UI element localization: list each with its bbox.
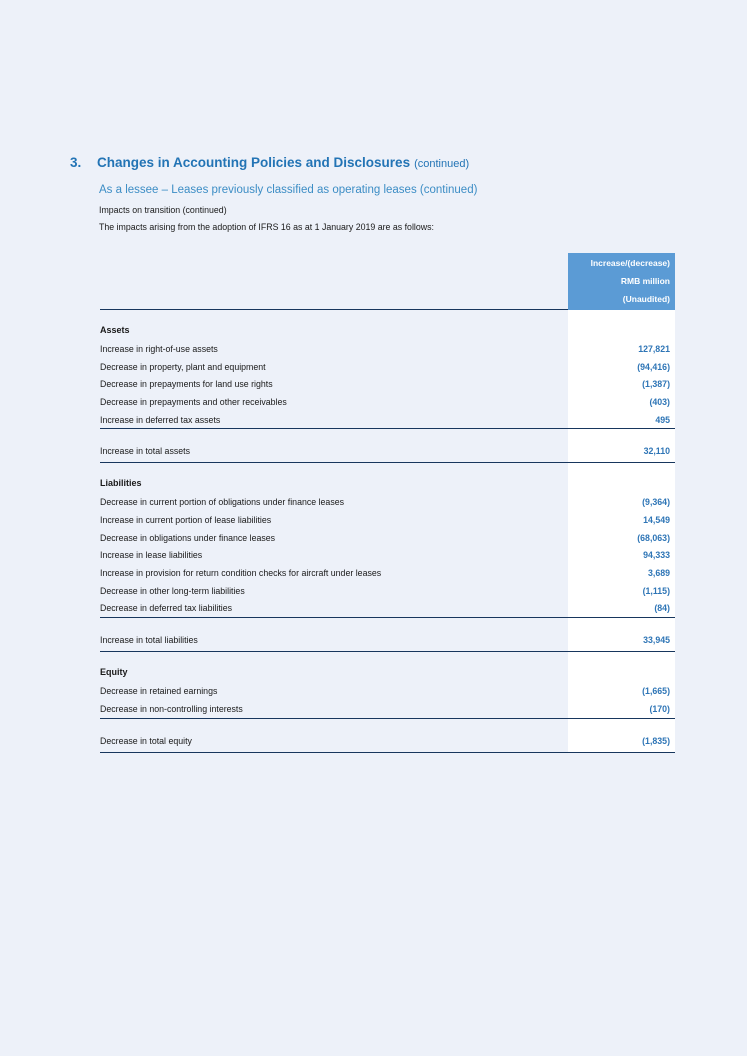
row-value: 33,945 — [643, 635, 670, 646]
section-rows — [100, 493, 675, 618]
row-value: 127,821 — [638, 343, 670, 354]
row-value: (403) — [649, 396, 670, 407]
row-label: Increase in deferred tax assets — [100, 414, 221, 425]
row-label: Decrease in deferred tax liabilities — [100, 603, 233, 614]
header-line-unaudited: (Unaudited) — [622, 293, 670, 304]
row-value: 32,110 — [643, 446, 670, 457]
section-title: Assets — [100, 325, 130, 335]
section-title: Equity — [100, 667, 128, 678]
row-label: Decrease in obligations under finance leases — [100, 532, 276, 543]
note-intro: The impacts arising from the adoption of IFRS 16 as at 1 January 2019 are as follows: — [99, 222, 434, 232]
page-title-continued: (continued) — [414, 158, 470, 170]
table-row — [100, 700, 675, 718]
section-title: Liabilities — [100, 478, 142, 489]
table-row — [100, 511, 675, 529]
row-label: Increase in lease liabilities — [100, 550, 203, 561]
section-heading — [70, 155, 469, 170]
table-row — [100, 375, 675, 393]
row-value: (1,387) — [642, 379, 670, 390]
table-section — [100, 463, 675, 652]
table-body — [100, 310, 675, 753]
table-total-row — [100, 719, 675, 753]
row-label: Decrease in prepayments for land use rights — [100, 379, 273, 390]
row-label: Increase in right-of-use assets — [100, 343, 218, 354]
table-section — [100, 652, 675, 752]
table-row — [100, 547, 675, 565]
row-label: Increase in total assets — [100, 446, 190, 457]
row-label: Decrease in other long-term liabilities — [100, 585, 245, 596]
header-line-increase-decrease: Increase/(decrease) — [590, 258, 670, 268]
subtitle: As a lessee – Leases previously classified as operating leases (continued) — [99, 184, 478, 196]
row-label: Decrease in property, plant and equipment — [100, 361, 266, 372]
page-title-text: Changes in Accounting Policies and Disclosures — [97, 155, 411, 170]
row-value: 3,689 — [647, 568, 670, 579]
row-label: Decrease in total equity — [100, 735, 192, 746]
table-total-row — [100, 618, 675, 652]
table-row — [100, 582, 675, 600]
row-label: Decrease in prepayments and other receivables — [100, 396, 287, 407]
row-label: Increase in provision for return condition checks for aircraft under leases — [100, 568, 382, 579]
table-row — [100, 529, 675, 547]
row-value: (94,416) — [637, 361, 670, 372]
header-line-rmb-million: RMB million — [620, 275, 670, 286]
row-value: (9,364) — [642, 497, 670, 508]
row-label: Increase in current portion of lease liabilities — [100, 514, 272, 525]
table-row — [100, 340, 675, 358]
table-total-row — [100, 429, 675, 463]
table-row — [100, 358, 675, 376]
table-section — [100, 310, 675, 463]
row-value: (1,115) — [642, 585, 670, 596]
row-label: Decrease in retained earnings — [100, 686, 218, 697]
section-rows — [100, 340, 675, 429]
table-row — [100, 393, 675, 411]
page-title — [97, 155, 469, 170]
impacts-table — [100, 253, 675, 753]
row-label: Decrease in current portion of obligations under finance leases — [100, 497, 345, 508]
row-value: (170) — [649, 703, 670, 714]
table-row — [100, 564, 675, 582]
table-header-row — [100, 253, 675, 310]
row-value: (68,063) — [637, 532, 670, 543]
row-value: 495 — [655, 414, 670, 425]
row-value: (1,835) — [642, 735, 670, 746]
section-rows — [100, 682, 675, 718]
section-number: 3. — [70, 155, 82, 170]
table-row — [100, 411, 675, 429]
table-row — [100, 493, 675, 511]
row-value: 14,549 — [643, 514, 670, 525]
table-row — [100, 682, 675, 700]
row-value: (84) — [654, 603, 670, 614]
row-label: Increase in total liabilities — [100, 635, 198, 646]
note-transition: Impacts on transition (continued) — [99, 205, 227, 215]
row-label: Decrease in non-controlling interests — [100, 703, 243, 714]
row-value: 94,333 — [643, 550, 670, 561]
table-header-box — [568, 253, 675, 310]
table-row — [100, 600, 675, 618]
row-value: (1,665) — [642, 686, 670, 697]
